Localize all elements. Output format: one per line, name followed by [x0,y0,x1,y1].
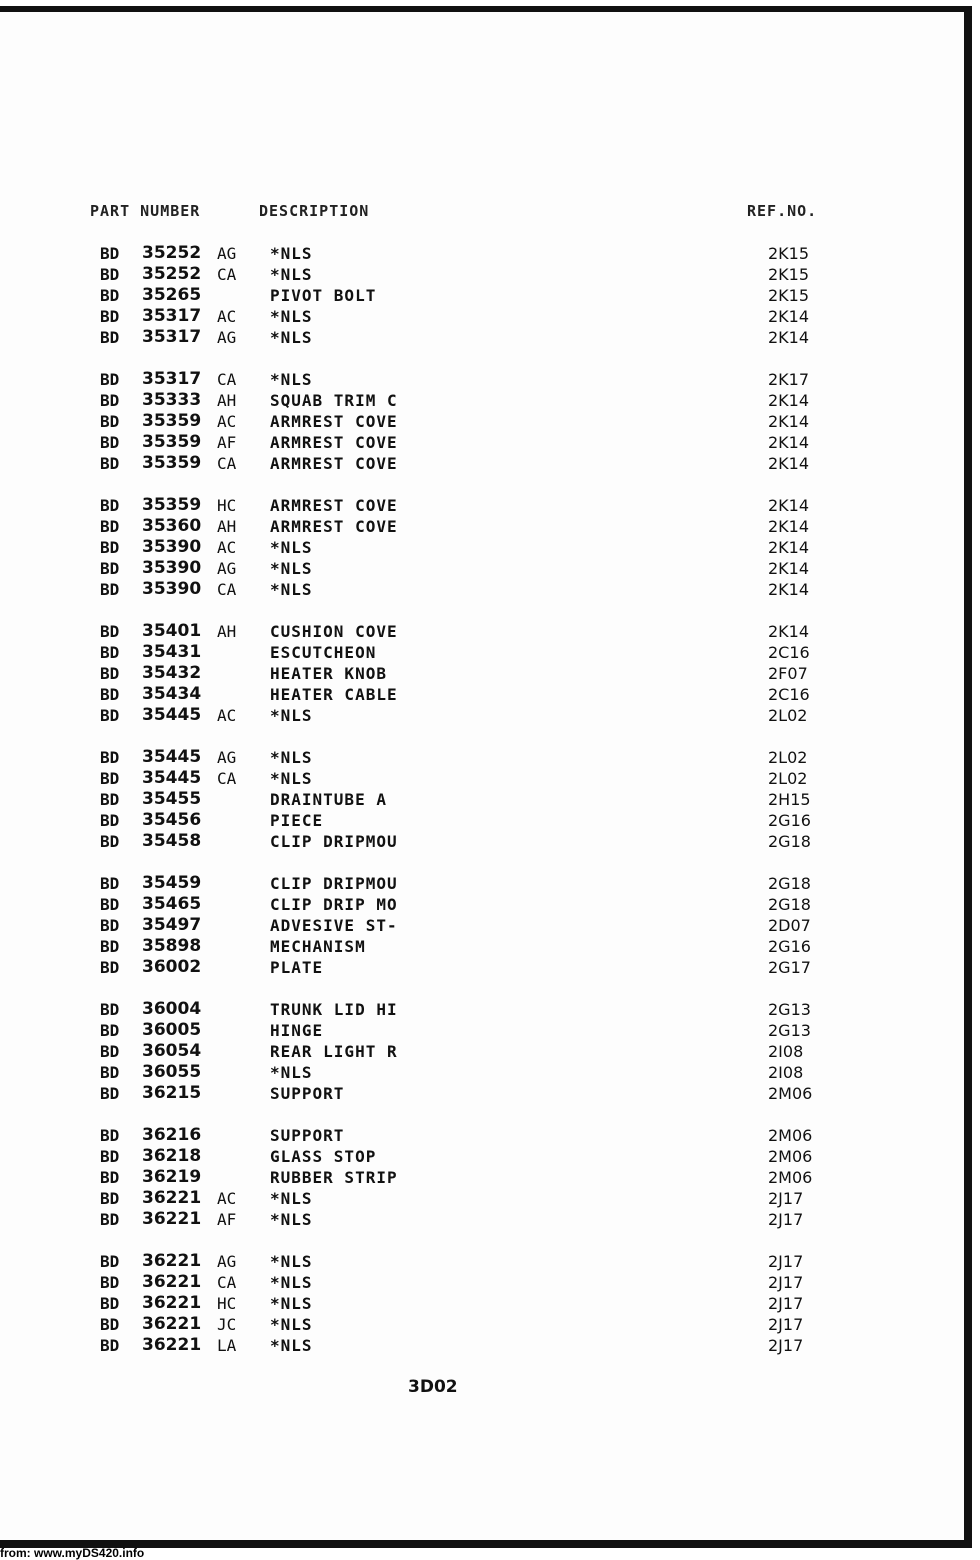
part-prefix: BD [100,937,120,956]
part-row [0,306,964,327]
part-number: 36002 [142,957,202,977]
part-description: ARMREST COVE [270,496,398,515]
part-row [0,663,964,684]
part-ref-no: 2F07 [768,664,808,683]
parts-group [0,1125,964,1230]
part-number: 35359 [142,432,202,452]
part-description: *NLS [270,244,313,263]
part-description: CLIP DRIPMOU [270,832,398,851]
source-footer: from: www.myDS420.info [0,1546,145,1560]
part-ref-no: 2K14 [768,307,810,326]
part-prefix: BD [100,1168,120,1187]
part-ref-no: 2G17 [768,958,811,977]
part-row [0,684,964,705]
part-description: *NLS [270,706,313,725]
part-row [0,243,964,264]
part-suffix: CA [217,265,237,284]
part-row [0,369,964,390]
part-number: 36219 [142,1167,202,1187]
part-row [0,1335,964,1356]
part-number: 35252 [142,243,202,263]
part-ref-no: 2K14 [768,328,810,347]
part-prefix: BD [100,1063,120,1082]
part-description: ARMREST COVE [270,517,398,536]
part-number: 36221 [142,1314,202,1334]
part-suffix: CA [217,769,237,788]
part-suffix: AG [217,244,237,263]
part-row [0,1062,964,1083]
part-description: MECHANISM [270,937,366,956]
part-ref-no: 2K15 [768,244,810,263]
part-suffix: AH [217,622,237,641]
part-row [0,558,964,579]
part-prefix: BD [100,1042,120,1061]
part-description: *NLS [270,307,313,326]
part-prefix: BD [100,790,120,809]
part-ref-no: 2K14 [768,412,810,431]
part-ref-no: 2K14 [768,391,810,410]
page-border-right [964,6,972,1546]
part-suffix: AF [217,1210,237,1229]
part-prefix: BD [100,643,120,662]
part-ref-no: 2M06 [768,1126,813,1145]
part-prefix: BD [100,832,120,851]
part-description: TRUNK LID HI [270,1000,398,1019]
part-ref-no: 2K14 [768,496,810,515]
part-number: 35445 [142,768,202,788]
part-number: 35497 [142,915,202,935]
part-description: ARMREST COVE [270,433,398,452]
part-description: GLASS STOP [270,1147,377,1166]
part-number: 36054 [142,1041,202,1061]
part-prefix: BD [100,958,120,977]
part-number: 36221 [142,1251,202,1271]
part-row [0,1083,964,1104]
part-ref-no: 2J17 [768,1273,804,1292]
part-description: ESCUTCHEON [270,643,377,662]
part-ref-no: 2D07 [768,916,811,935]
part-ref-no: 2I08 [768,1063,804,1082]
part-prefix: BD [100,1210,120,1229]
part-ref-no: 2K15 [768,265,810,284]
part-prefix: BD [100,1189,120,1208]
part-prefix: BD [100,685,120,704]
part-description: *NLS [270,1063,313,1082]
part-description: PIVOT BOLT [270,286,377,305]
part-suffix: CA [217,370,237,389]
part-ref-no: 2C16 [768,685,810,704]
part-description: *NLS [270,769,313,788]
part-number: 35360 [142,516,202,536]
part-description: *NLS [270,265,313,284]
part-suffix: HC [217,1294,237,1313]
part-prefix: BD [100,496,120,515]
part-number: 35445 [142,705,202,725]
part-row [0,621,964,642]
part-description: ADVESIVE ST- [270,916,398,935]
part-ref-no: 2K14 [768,580,810,599]
part-ref-no: 2G13 [768,1000,811,1019]
part-ref-no: 2J17 [768,1294,804,1313]
part-suffix: AG [217,1252,237,1271]
part-prefix: BD [100,391,120,410]
part-row [0,915,964,936]
part-prefix: BD [100,559,120,578]
part-prefix: BD [100,664,120,683]
part-number: 35359 [142,411,202,431]
part-prefix: BD [100,622,120,641]
part-row [0,789,964,810]
part-ref-no: 2C16 [768,643,810,662]
part-prefix: BD [100,1126,120,1145]
part-prefix: BD [100,706,120,725]
part-ref-no: 2J17 [768,1252,804,1271]
part-prefix: BD [100,748,120,767]
part-description: *NLS [270,328,313,347]
part-description: REAR LIGHT R [270,1042,398,1061]
part-number: 35445 [142,747,202,767]
part-suffix: CA [217,580,237,599]
part-prefix: BD [100,454,120,473]
page-border-bottom [0,1540,972,1548]
part-description: CUSHION COVE [270,622,398,641]
part-number: 35390 [142,558,202,578]
part-description: *NLS [270,1252,313,1271]
part-ref-no: 2K14 [768,622,810,641]
parts-group [0,621,964,726]
part-number: 35359 [142,453,202,473]
part-suffix: CA [217,454,237,473]
part-number: 35456 [142,810,202,830]
part-description: SQUAB TRIM C [270,391,398,410]
part-suffix: LA [217,1336,237,1355]
part-description: *NLS [270,580,313,599]
part-number: 35359 [142,495,202,515]
part-row [0,1125,964,1146]
part-description: PIECE [270,811,324,830]
part-ref-no: 2M06 [768,1147,813,1166]
part-prefix: BD [100,1084,120,1103]
part-ref-no: 2M06 [768,1168,813,1187]
part-row [0,642,964,663]
part-suffix: HC [217,496,237,515]
part-prefix: BD [100,244,120,263]
part-prefix: BD [100,895,120,914]
part-description: HINGE [270,1021,324,1040]
part-prefix: BD [100,286,120,305]
part-ref-no: 2L02 [768,748,808,767]
parts-group [0,243,964,348]
part-prefix: BD [100,1021,120,1040]
part-row [0,768,964,789]
part-row [0,390,964,411]
part-suffix: AF [217,433,237,452]
part-number: 36215 [142,1083,202,1103]
part-ref-no: 2H15 [768,790,811,809]
part-description: *NLS [270,748,313,767]
part-prefix: BD [100,412,120,431]
column-header-part-number: PART NUMBER [90,202,201,220]
part-suffix: AC [217,307,237,326]
part-prefix: BD [100,265,120,284]
part-description: *NLS [270,1315,313,1334]
part-description: ARMREST COVE [270,454,398,473]
part-ref-no: 2K14 [768,433,810,452]
part-number: 35333 [142,390,202,410]
part-number: 36218 [142,1146,202,1166]
part-prefix: BD [100,1315,120,1334]
part-row [0,1041,964,1062]
part-description: RUBBER STRIP [270,1168,398,1187]
part-number: 36221 [142,1209,202,1229]
part-prefix: BD [100,916,120,935]
part-row [0,1020,964,1041]
part-row [0,453,964,474]
part-row [0,411,964,432]
part-prefix: BD [100,1147,120,1166]
part-ref-no: 2K14 [768,538,810,557]
part-suffix: AC [217,1189,237,1208]
part-description: *NLS [270,1336,313,1355]
part-suffix: JC [217,1315,237,1334]
part-description: SUPPORT [270,1084,345,1103]
part-number: 35898 [142,936,202,956]
part-row [0,810,964,831]
part-row [0,999,964,1020]
part-description: SUPPORT [270,1126,345,1145]
part-ref-no: 2K14 [768,454,810,473]
part-number: 36005 [142,1020,202,1040]
part-row [0,936,964,957]
part-row [0,894,964,915]
part-description: *NLS [270,1273,313,1292]
part-description: ARMREST COVE [270,412,398,431]
part-description: *NLS [270,1294,313,1313]
part-row [0,495,964,516]
part-row [0,1293,964,1314]
part-number: 35390 [142,537,202,557]
part-number: 35458 [142,831,202,851]
part-ref-no: 2L02 [768,706,808,725]
part-number: 35390 [142,579,202,599]
part-row [0,1146,964,1167]
part-description: HEATER KNOB [270,664,387,683]
part-row [0,327,964,348]
part-suffix: AG [217,328,237,347]
part-number: 36221 [142,1272,202,1292]
parts-group [0,873,964,978]
parts-group [0,999,964,1104]
part-number: 36216 [142,1125,202,1145]
part-row [0,1188,964,1209]
part-description: HEATER CABLE [270,685,398,704]
part-prefix: BD [100,769,120,788]
part-ref-no: 2G16 [768,937,811,956]
parts-group [0,369,964,474]
part-ref-no: 2K14 [768,517,810,536]
part-number: 35431 [142,642,202,662]
part-ref-no: 2J17 [768,1336,804,1355]
part-description: DRAINTUBE A [270,790,387,809]
part-row [0,432,964,453]
part-description: *NLS [270,559,313,578]
part-ref-no: 2M06 [768,1084,813,1103]
part-row [0,1272,964,1293]
page-identifier: 3D02 [408,1377,458,1397]
column-header-description: DESCRIPTION [259,202,370,220]
parts-list [0,243,964,1377]
part-number: 36004 [142,999,202,1019]
part-row [0,537,964,558]
part-number: 36221 [142,1293,202,1313]
part-description: *NLS [270,538,313,557]
part-ref-no: 2K15 [768,286,810,305]
part-row [0,1314,964,1335]
part-row [0,579,964,600]
part-prefix: BD [100,1000,120,1019]
part-prefix: BD [100,1294,120,1313]
part-number: 36055 [142,1062,202,1082]
part-row [0,1209,964,1230]
part-row [0,705,964,726]
part-suffix: AH [217,517,237,536]
part-row [0,873,964,894]
part-number: 35317 [142,306,202,326]
part-description: *NLS [270,1189,313,1208]
part-number: 35434 [142,684,202,704]
part-prefix: BD [100,874,120,893]
part-number: 36221 [142,1335,202,1355]
part-ref-no: 2G18 [768,895,811,914]
column-header-ref-no: REF.NO. [747,202,818,220]
parts-group [0,1251,964,1356]
part-row [0,831,964,852]
part-ref-no: 2I08 [768,1042,804,1061]
part-prefix: BD [100,580,120,599]
part-number: 35265 [142,285,202,305]
part-prefix: BD [100,1273,120,1292]
part-prefix: BD [100,307,120,326]
part-suffix: CA [217,1273,237,1292]
part-row [0,1251,964,1272]
part-number: 35459 [142,873,202,893]
part-description: CLIP DRIP MO [270,895,398,914]
part-prefix: BD [100,370,120,389]
part-prefix: BD [100,538,120,557]
part-row [0,264,964,285]
part-number: 35455 [142,789,202,809]
part-prefix: BD [100,328,120,347]
parts-group [0,747,964,852]
part-ref-no: 2G16 [768,811,811,830]
part-suffix: AC [217,538,237,557]
part-prefix: BD [100,517,120,536]
part-row [0,516,964,537]
part-ref-no: 2J17 [768,1210,804,1229]
part-number: 35432 [142,663,202,683]
part-number: 35465 [142,894,202,914]
part-prefix: BD [100,1252,120,1271]
part-ref-no: 2L02 [768,769,808,788]
part-row [0,1167,964,1188]
part-row [0,285,964,306]
part-number: 36221 [142,1188,202,1208]
part-prefix: BD [100,1336,120,1355]
part-ref-no: 2K14 [768,559,810,578]
part-description: *NLS [270,1210,313,1229]
part-row [0,747,964,768]
part-ref-no: 2J17 [768,1189,804,1208]
part-ref-no: 2K17 [768,370,810,389]
part-row [0,957,964,978]
part-ref-no: 2J17 [768,1315,804,1334]
part-prefix: BD [100,433,120,452]
part-number: 35252 [142,264,202,284]
part-description: CLIP DRIPMOU [270,874,398,893]
part-description: PLATE [270,958,324,977]
part-description: *NLS [270,370,313,389]
part-suffix: AH [217,391,237,410]
part-suffix: AC [217,412,237,431]
part-suffix: AC [217,706,237,725]
part-number: 35401 [142,621,202,641]
part-prefix: BD [100,811,120,830]
part-number: 35317 [142,327,202,347]
part-suffix: AG [217,559,237,578]
part-ref-no: 2G13 [768,1021,811,1040]
part-ref-no: 2G18 [768,832,811,851]
parts-group [0,495,964,600]
part-suffix: AG [217,748,237,767]
part-ref-no: 2G18 [768,874,811,893]
part-number: 35317 [142,369,202,389]
